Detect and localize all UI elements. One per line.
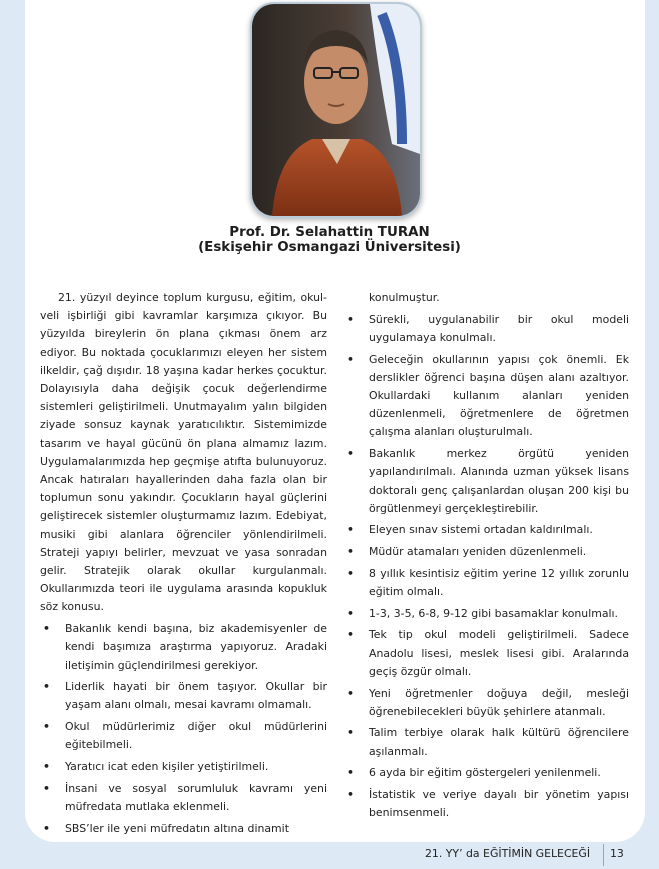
list-item: • Liderlik hayati bir önem taşıyor. Okullar bir yaşam alanı olmalı, mesai kavramı olmamalı. (43, 680, 327, 712)
list-item: • Bakanlık merkez örgütü yeniden yapılandırılmalı. Alanında uzman yüksek lisans doktoralı genç çalışanlardan oluşan 200 kişi bu örgütlenmeyi gerçekleştirebilir. (347, 447, 629, 515)
intro-paragraph: 21. yüzyıl deyince toplum kurgusu, eğitim, okul-veli işbirliği gibi kavramlar karşımıza çıkıyor. Bu yüzyılda bireylerin ön plana çıkması önem arz ediyor. Bu noktada çocuklarımızı eleyen her sistem ilkeldir, çağ dışıdır. 18 yaşına kadar herkes çocuktur. Dolayısıyla daha değişik çocuk değerlendirme sistemleri geliştirilmeli. Unutmayalım yalın bilgiden ziyade sonsuz kaynak yaratıcılıktır. Sistemimizde tasarım ve hayal gücünü ön plana almamız lazım. Uygulamalarımızda hep geçmişe atıfta bulunuyoruz. Ancak hatıraları hayallerinden daha fazla olan bir toplumun sonu yakındır. Çocukların hayal güçlerini geliştirecek sistemler oluşturmamız lazım. Edebiyat, musiki gibi alanlara öğrenciler yönlendirilmeli. Strateji yapıyı belirler, mevzuat ve yasa sonradan gelir. Stratejik olarak okullar kurgulanmalı. Okullarımızda teori ile uygulama arasında kopukluk söz konusu. (40, 291, 327, 614)
portrait-photo (250, 2, 422, 218)
profile-name: Prof. Dr. Selahattin TURAN (229, 225, 430, 240)
bullet-icon: • (43, 821, 50, 835)
continuation-text: konulmuştur. (369, 291, 440, 304)
list-item: • İstatistik ve veriye dayalı bir yönetim yapısı benimsenmeli. (347, 788, 629, 820)
list-item: • Geleceğin okullarının yapısı çok önemli. Ek derslikler öğrenci başına düşen alanı azaltıyor. Okullardaki kullanım alanları yeniden düzenlenmeli, öğretmenlere de öğretmen çalışma alanları oluşturulmalı. (347, 352, 629, 439)
list-item: • Müdür atamaları yeniden düzenlenmeli. (344, 543, 629, 561)
right-column (344, 289, 629, 822)
bullet-icon: • (43, 622, 50, 636)
list-item: • Talim terbiye olarak halk kültürü öğrencilere aşılanmalı. (347, 726, 629, 758)
bullet-icon: • (347, 788, 354, 802)
list-item: • Yeni öğretmenler doğuya değil, mesleği öğrenebilecekleri büyük şehirlere atanmalı. (347, 686, 629, 718)
bullet-icon: • (347, 566, 354, 580)
bullet-icon: • (347, 352, 354, 366)
bullet-icon: • (347, 545, 354, 559)
right-bullet-list (344, 311, 629, 823)
list-item: • Sürekli, uygulanabilir bir okul modeli uygulamaya konulmalı. (347, 312, 629, 344)
list-item: • Bakanlık kendi başına, biz akademisyenler de kendi başımıza araştırma yapıyoruz. Aradaki iletişimin güçlendirilmesi gerekiyor. (43, 622, 327, 672)
bullet-icon: • (347, 447, 354, 461)
list-item: • Tek tip okul modeli geliştirilmeli. Sadece Anadolu lisesi, meslek lisesi gibi. Aralarında geçiş özgür olmalı. (347, 628, 629, 678)
left-column (40, 289, 327, 838)
list-item: • Yaratıcı icat eden kişiler yetiştirilmeli. (40, 758, 327, 776)
bullet-icon: • (347, 766, 354, 780)
bullet-icon: • (43, 760, 50, 774)
bullet-icon: • (347, 726, 354, 740)
list-item: • 8 yıllık kesintisiz eğitim yerine 12 yıllık zorunlu eğitim olmalı. (347, 566, 629, 599)
bullet-icon: • (43, 720, 50, 734)
list-item: • 6 ayda bir eğitim göstergeleri yenilenmeli. (344, 764, 629, 782)
left-bullet-list (40, 620, 327, 838)
list-item: • Eleyen sınav sistemi ortadan kaldırılmalı. (344, 521, 629, 539)
page-number: 13 (610, 847, 624, 860)
footer-title: 21. YY’ da EĞİTİMİN GELECEĞİ (425, 847, 591, 860)
list-item: • Okul müdürlerimiz diğer okul müdürlerini eğitebilmeli. (43, 720, 327, 752)
bullet-icon: • (347, 686, 354, 700)
bullet-icon: • (347, 628, 354, 642)
profile-affiliation: (Eskişehir Osmangazi Üniversitesi) (198, 240, 461, 255)
bullet-icon: • (43, 680, 50, 694)
list-item: • 1-3, 3-5, 6-8, 9-12 gibi basamaklar konulmalı. (344, 605, 629, 623)
bullet-icon: • (347, 312, 354, 326)
bullet-icon: • (347, 523, 354, 537)
bullet-icon: • (347, 606, 354, 620)
footer-divider (603, 844, 604, 866)
bullet-icon: • (43, 781, 50, 795)
list-item: • İnsani ve sosyal sorumluluk kavramı yeni müfredata mutlaka eklenmeli. (43, 781, 327, 813)
list-item: • SBS’ler ile yeni müfredatın altına dinamit (40, 820, 327, 838)
page-footer (0, 847, 659, 865)
